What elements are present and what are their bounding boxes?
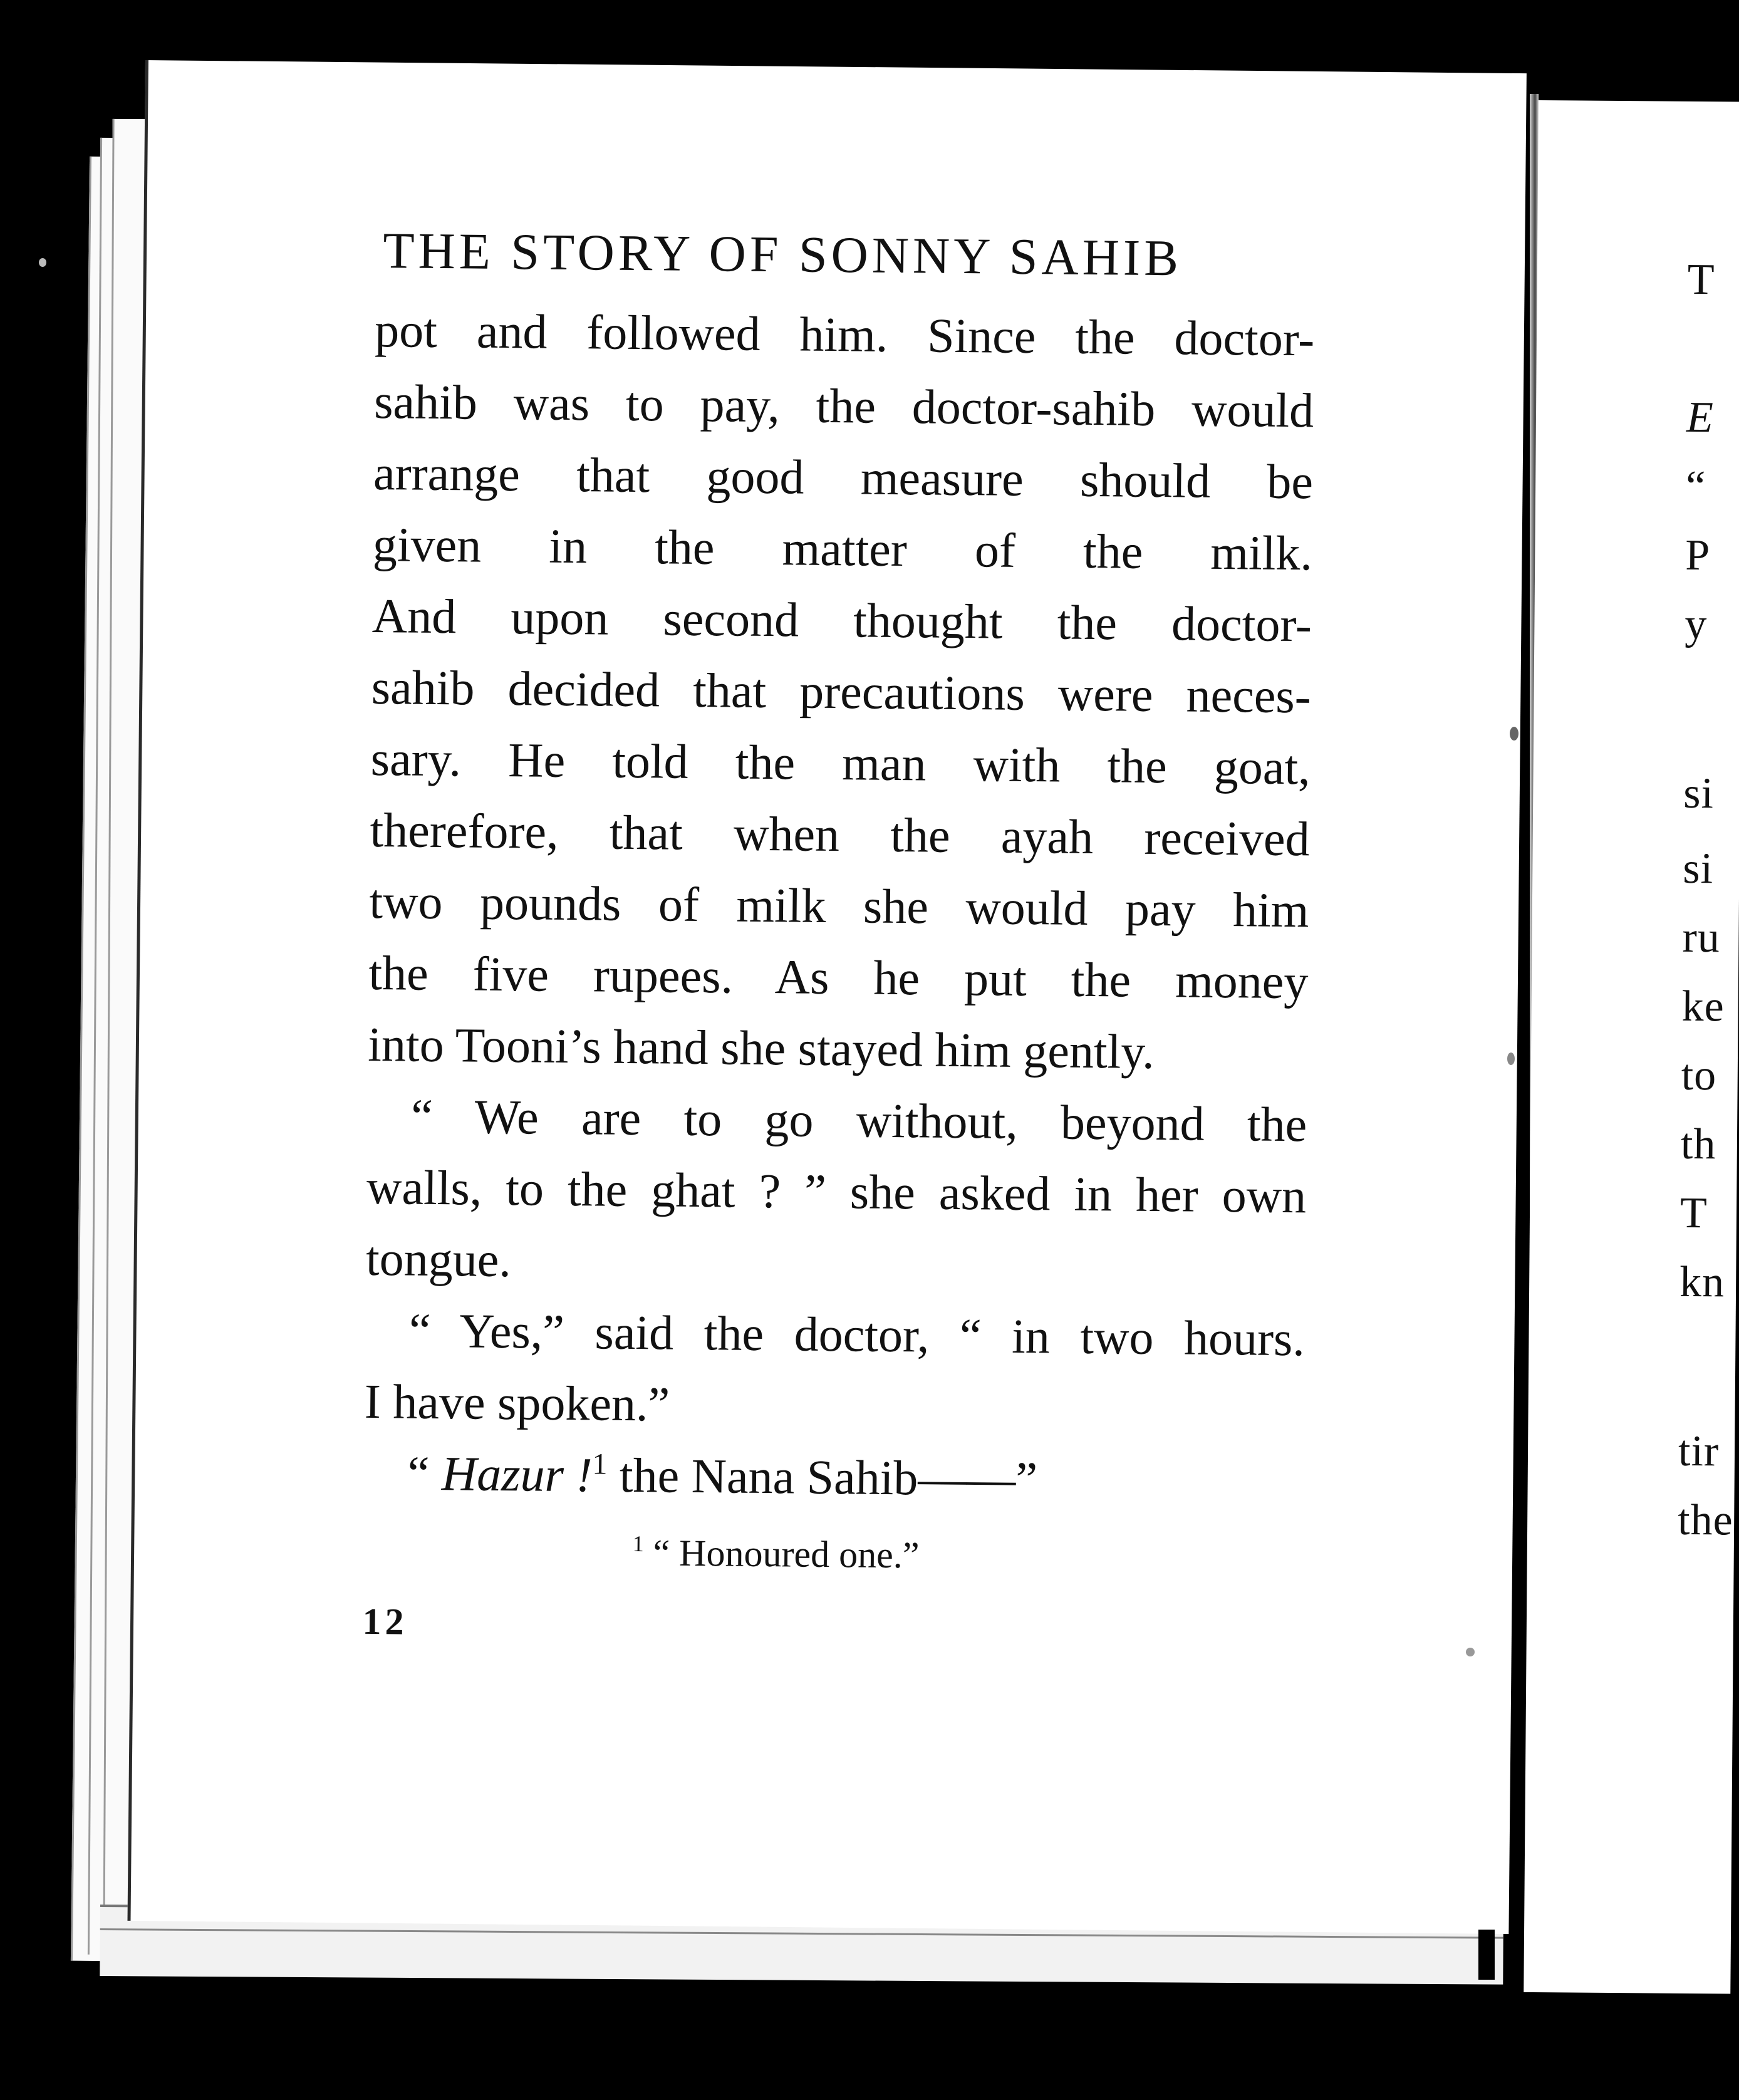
text-line: And upon second thought the doctor- — [371, 588, 1312, 652]
paragraph-4 — [363, 1437, 1329, 1518]
text-line: I have spoken.” — [364, 1373, 670, 1432]
text-line: tongue. — [365, 1230, 512, 1287]
text-line: sary. He told the man with the goat, — [370, 730, 1311, 795]
facing-fragment: si — [1683, 844, 1714, 893]
facing-fragment: E — [1686, 393, 1715, 442]
facing-fragment: ru — [1682, 913, 1721, 962]
facing-fragment: y — [1684, 600, 1708, 649]
footnote-marker: 1 — [632, 1531, 644, 1557]
footnote — [632, 1527, 1328, 1584]
facing-fragment: P — [1685, 531, 1711, 580]
open-quote: “ — [407, 1445, 442, 1501]
facing-page-text — [1524, 100, 1739, 1993]
facing-fragment: T — [1679, 1188, 1708, 1238]
text-run: the Nana Sahib——” — [607, 1447, 1038, 1507]
facing-fragment: the — [1677, 1495, 1734, 1545]
right-page — [1524, 100, 1739, 1993]
facing-fragment: to — [1681, 1051, 1717, 1100]
gutter-shadow — [1478, 1930, 1495, 1980]
facing-fragment: tir — [1678, 1427, 1720, 1476]
page-number: 12 — [362, 1600, 408, 1643]
footnote-reference: 1 — [592, 1447, 608, 1481]
text-line: “ Yes,” said the doctor, “ in two hours. — [408, 1302, 1306, 1366]
text-line: arrange that good measure should be — [373, 445, 1314, 509]
paragraph-1 — [368, 294, 1340, 1089]
facing-fragment: kn — [1679, 1257, 1725, 1307]
footnote-text: “ Honoured one.” — [643, 1532, 920, 1576]
text-line: “ We are to go without, beyond the — [410, 1088, 1307, 1152]
running-head: THE STORY OF SONNY SAHIB — [383, 222, 1183, 287]
text-line: sahib was to pay, the doctor-sahib would — [373, 373, 1314, 438]
page-text-block — [362, 219, 1341, 1653]
scan-speck — [39, 258, 46, 267]
text-line: the five rupees. As he put the money — [368, 945, 1309, 1009]
italic-word: Hazur ! — [441, 1446, 593, 1502]
scan-speck — [1507, 1053, 1515, 1065]
facing-fragment: si — [1683, 769, 1715, 818]
text-line: therefore, that when the ayah received — [370, 802, 1310, 866]
paragraph-2 — [366, 1080, 1332, 1304]
text-line: given in the matter of the milk. — [372, 516, 1313, 581]
scan-speck — [1466, 1648, 1475, 1656]
text-line: into Tooni’s hand she stayed him gently. — [367, 1016, 1155, 1079]
facing-fragment: ke — [1681, 982, 1725, 1031]
text-line: pot and followed him. Since the doctor- — [374, 302, 1315, 366]
text-line: walls, to the ghat ? ” she asked in her own — [366, 1159, 1307, 1224]
facing-fragment: th — [1680, 1120, 1716, 1169]
facing-fragment: “ — [1685, 462, 1706, 511]
scan-speck — [1510, 727, 1518, 741]
text-line: sahib decided that precautions were neces- — [371, 659, 1312, 724]
facing-fragment: T — [1687, 255, 1715, 304]
text-line — [363, 1437, 1304, 1517]
text-line: two pounds of milk she would pay him — [369, 873, 1309, 938]
paragraph-3 — [364, 1294, 1330, 1447]
